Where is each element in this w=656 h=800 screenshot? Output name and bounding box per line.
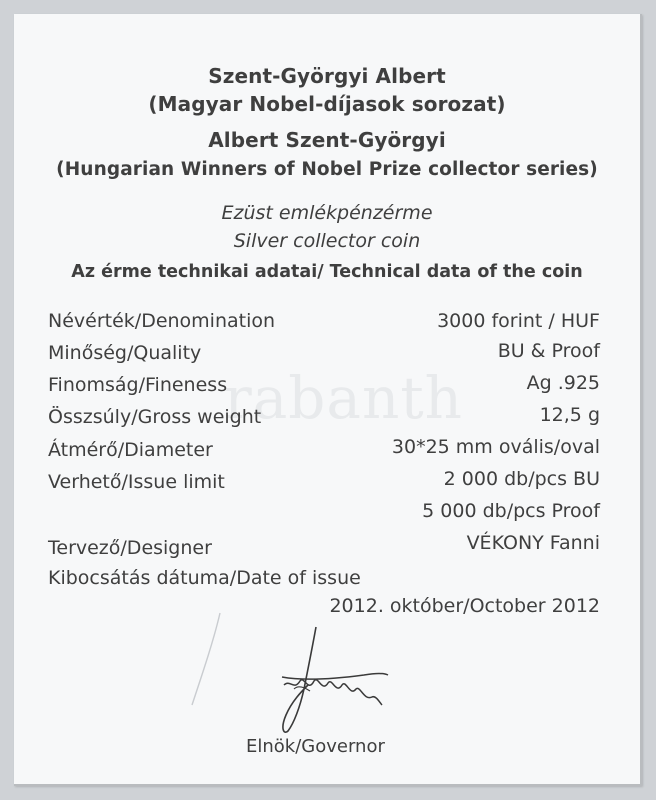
spec-value-issue-limit-proof: 5 000 db/pcs Proof: [422, 500, 600, 522]
spec-value-issue-limit-bu: 2 000 db/pcs BU: [443, 468, 600, 490]
spec-label-denomination: Névérték/Denomination: [48, 310, 276, 332]
watermark: rabanth: [224, 364, 464, 432]
spec-label-issue-limit: Verhető/Issue limit: [48, 471, 225, 493]
spec-value-diameter: 30*25 mm ovális/oval: [391, 436, 600, 458]
spec-value-denomination: 3000 forint / HUF: [437, 310, 600, 332]
signatory-title: Elnök/Governor: [246, 736, 385, 757]
spec-label-quality: Minőség/Quality: [48, 342, 202, 364]
title-english-name: Albert Szent-Györgyi: [208, 128, 446, 152]
title-hungarian-name: Szent-Györgyi Albert: [208, 64, 446, 88]
governor-signature: [264, 619, 414, 739]
spec-value-designer: VÉKONY Fanni: [466, 532, 600, 554]
spec-value-date-of-issue: 2012. október/October 2012: [329, 595, 600, 617]
spec-label-date-of-issue: Kibocsátás dátuma/Date of issue: [48, 567, 361, 589]
spec-value-quality: BU & Proof: [497, 340, 600, 362]
technical-data-heading: Az érme technikai adatai/ Technical data of the coin: [71, 262, 583, 282]
pencil-mark: [186, 609, 226, 709]
spec-value-fineness: Ag .925: [526, 372, 600, 394]
spec-value-gross-weight: 12,5 g: [539, 404, 600, 426]
certificate-card: [14, 14, 642, 786]
spec-label-designer: Tervező/Designer: [48, 537, 212, 559]
spec-label-gross-weight: Összsúly/Gross weight: [48, 406, 262, 428]
spec-label-diameter: Átmérő/Diameter: [48, 439, 213, 461]
title-english-series: (Hungarian Winners of Nobel Prize collector series): [56, 159, 598, 180]
spec-label-fineness: Finomság/Fineness: [48, 374, 228, 396]
coin-type-hungarian: Ezüst emlékpénzérme: [221, 202, 433, 224]
title-hungarian-series: (Magyar Nobel-díjasok sorozat): [148, 92, 506, 116]
coin-type-english: Silver collector coin: [233, 230, 421, 252]
